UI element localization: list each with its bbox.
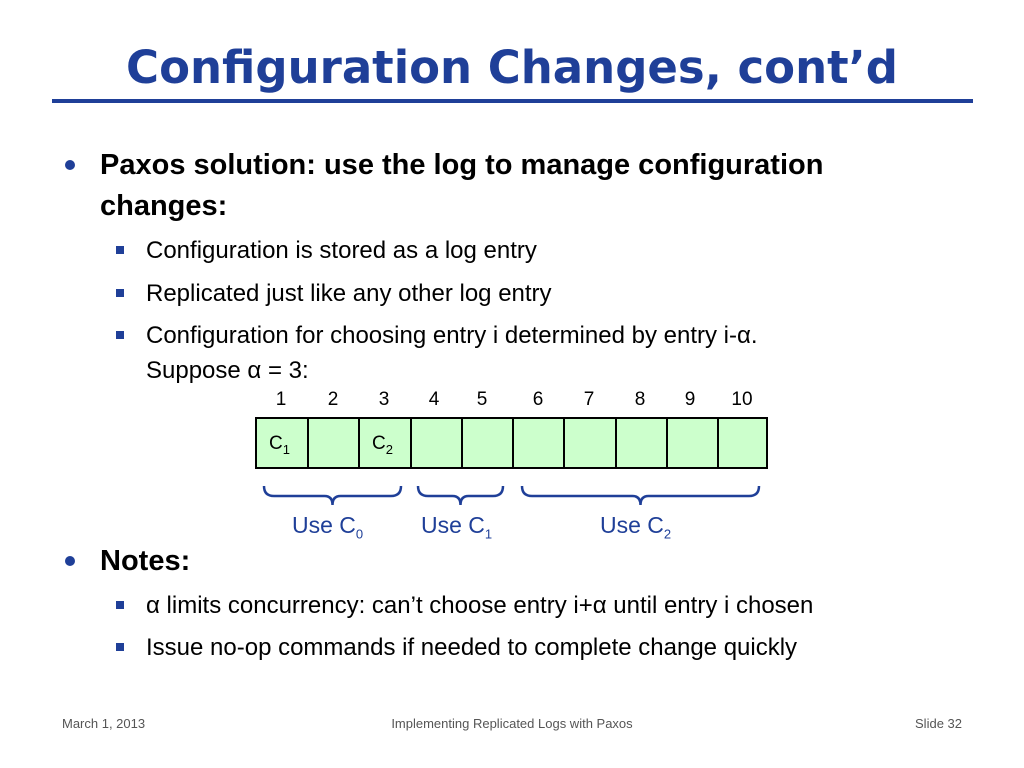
group-brace-3	[522, 486, 759, 505]
sub-bullet-1: Configuration is stored as a log entry	[146, 237, 537, 264]
log-index-5: 5	[476, 389, 488, 410]
square-bullet-icon	[116, 643, 124, 651]
group-label-3: Use $C_2$	[600, 512, 672, 542]
sub-bullet-3-line-2: Suppose α = 3:	[146, 357, 309, 384]
bullet-dot-icon	[65, 556, 75, 566]
bullet-1-line-2: changes:	[100, 190, 228, 222]
group-label-1: Use $C_0$	[292, 512, 364, 542]
notes-sub-bullet-1: α limits concurrency: can’t choose entry i+α until entry i chosen	[146, 592, 814, 619]
log-index-2: 2	[327, 389, 339, 410]
log-index-3: 3	[378, 389, 390, 410]
footer-slide-number: Slide 32	[915, 716, 962, 731]
group-label-2: Use $C_1$	[421, 512, 493, 542]
sub-bullet-3-line-1: Configuration for choosing entry i determined by entry i-α.	[146, 322, 758, 349]
log-index-8: 8	[634, 389, 646, 410]
footer-date: March 1, 2013	[62, 716, 146, 731]
group-brace-1	[264, 486, 401, 505]
slide-title: Configuration Changes, cont’d	[126, 41, 898, 94]
log-entry-label: $C_1$	[269, 433, 290, 457]
bullet-1-line-1: Paxos solution: use the log to manage configuration	[100, 149, 824, 181]
log-index-9: 9	[684, 389, 696, 410]
log-index-4: 4	[428, 389, 440, 410]
notes-sub-bullet-2: Issue no-op commands if needed to complete change quickly	[146, 634, 798, 661]
sub-bullet-2: Replicated just like any other log entry	[146, 280, 552, 307]
group-brace-2	[418, 486, 503, 505]
log-index-7: 7	[583, 389, 595, 410]
square-bullet-icon	[116, 601, 124, 609]
bullet-2-text: Notes:	[100, 545, 191, 577]
log-index-10: 10	[731, 389, 753, 410]
log-index-1: 1	[275, 389, 287, 410]
log-index-6: 6	[532, 389, 544, 410]
log-entry-label: $C_2$	[372, 433, 393, 457]
footer-title: Implementing Replicated Logs with Paxos	[391, 716, 633, 731]
